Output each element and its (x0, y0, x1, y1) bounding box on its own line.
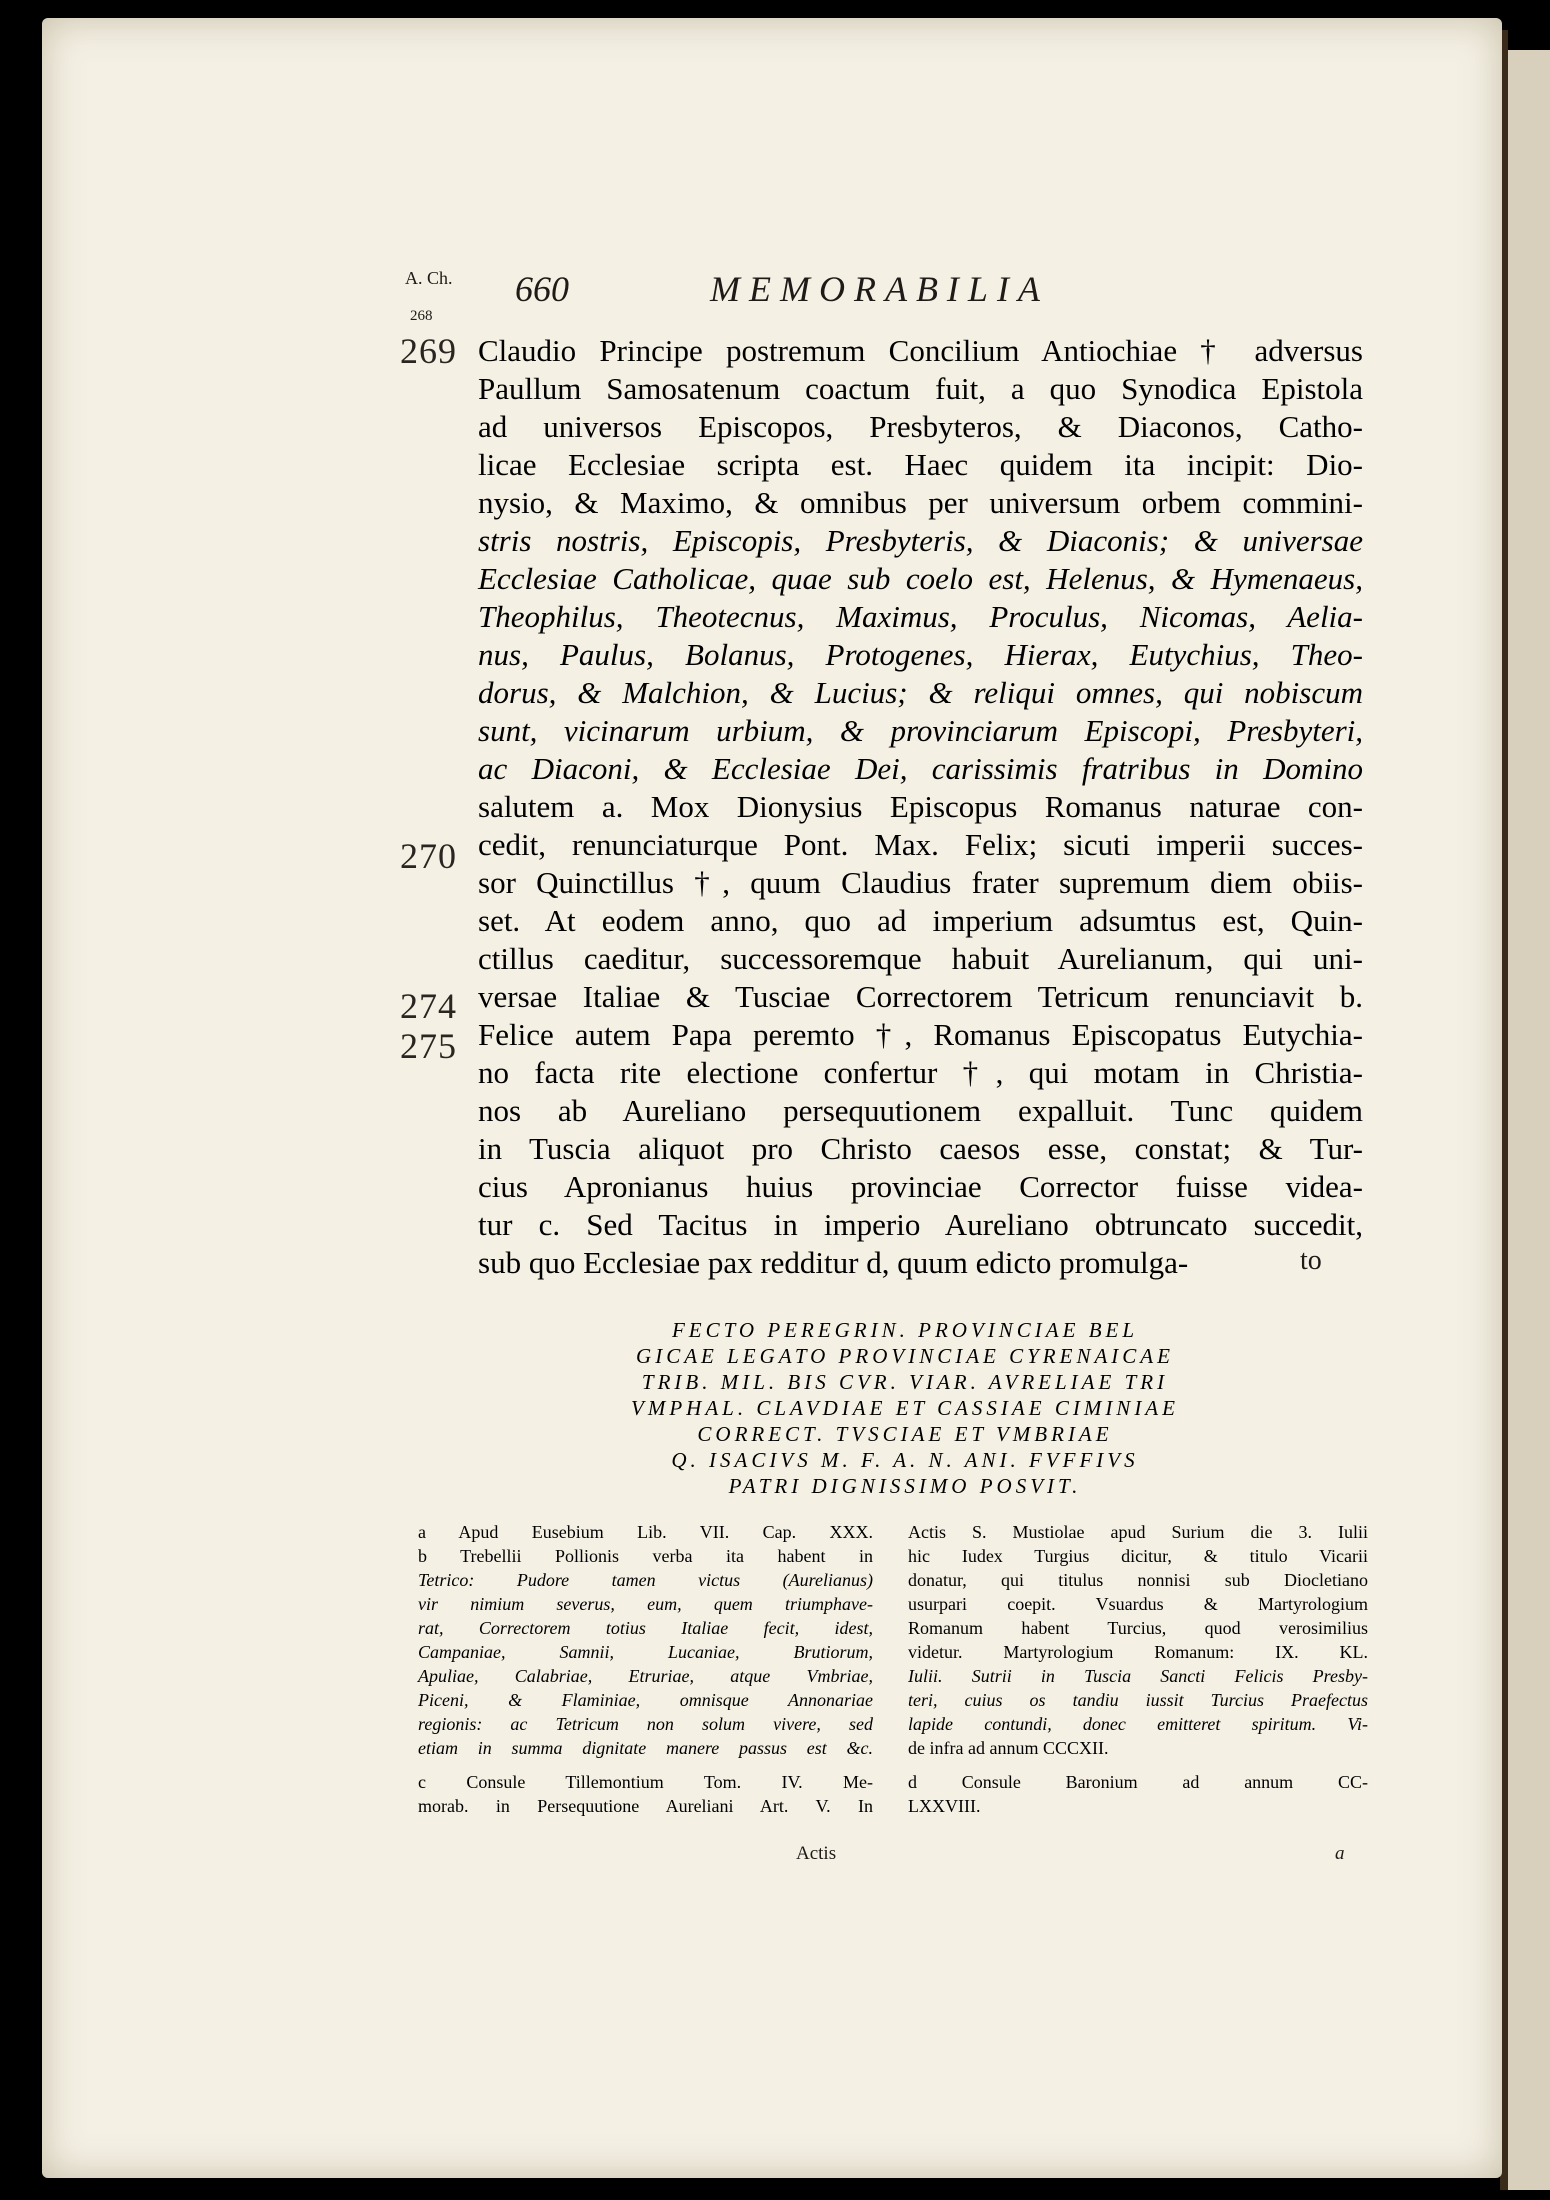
inscription-line: TRIB. MIL. BIS CVR. VIAR. AVRELIAE TRI (641, 1370, 1169, 1394)
facing-page-edge (1508, 50, 1550, 2190)
body-line: no facta rite electione confertur †, qui motam in Christia- (478, 1055, 1363, 1090)
body-line: sunt, vicinarum urbium, & provinciarum Episcopi, Presbyteri, (478, 713, 1363, 748)
footnote-line: regionis: ac Tetricum non solum vivere, sed (418, 1714, 873, 1734)
body-line: ctillus caeditur, successoremque habuit Aurelianum, qui uni- (478, 941, 1363, 976)
footnote-line: Actis S. Mustiolae apud Surium die 3. Iulii (908, 1522, 1368, 1542)
footnote-line: teri, cuius os tandiu iussit Turcius Praefectus (908, 1690, 1368, 1710)
footnote-line: etiam in summa dignitate manere passus est &c. (418, 1738, 873, 1758)
margin-year-270: 270 (400, 836, 457, 876)
footnote-line: c Consule Tillemontium Tom. IV. Me- (418, 1772, 873, 1792)
body-line: in Tuscia aliquot pro Christo caesos esse, constat; & Tur- (478, 1131, 1363, 1166)
body-line: ad universos Episcopos, Presbyteros, & Diaconos, Catho- (478, 409, 1363, 444)
inscription-line: CORRECT. TVSCIAE ET VMBRIAE (697, 1422, 1113, 1446)
margin-year-269: 269 (400, 331, 457, 371)
body-line: Felice autem Papa peremto †, Romanus Episcopatus Eutychia- (478, 1017, 1363, 1052)
footnote-line: Iulii. Sutrii in Tuscia Sancti Felicis Presby- (908, 1666, 1368, 1686)
body-line: Claudio Principe postremum Concilium Antiochiae † adversus (478, 333, 1363, 368)
body-line: cius Apronianus huius provinciae Corrector fuisse videa- (478, 1169, 1363, 1204)
body-line: cedit, renunciaturque Pont. Max. Felix; sicuti imperii succes- (478, 827, 1363, 862)
footnote-line: morab. in Persequutione Aureliani Art. V. In (418, 1796, 873, 1816)
body-line: nus, Paulus, Bolanus, Protogenes, Hierax, Eutychius, Theo- (478, 637, 1363, 672)
footnote-line: usurpari coepit. Vsuardus & Martyrologium (908, 1594, 1368, 1614)
inscription-line: VMPHAL. CLAVDIAE ET CASSIAE CIMINIAE (631, 1396, 1179, 1420)
body-line: sor Quinctillus †, quum Claudius frater supremum diem obiis- (478, 865, 1363, 900)
margin-year-275: 275 (400, 1026, 457, 1066)
body-line: stris nostris, Episcopis, Presbyteris, & Diaconis; & universae (478, 523, 1363, 558)
footnote-line: videtur. Martyrologium Romanum: IX. KL. (908, 1642, 1368, 1662)
footnote-line: Apuliae, Calabriae, Etruriae, atque Vmbriae, (418, 1666, 873, 1686)
body-line: licae Ecclesiae scripta est. Haec quidem ita incipit: Dio- (478, 447, 1363, 482)
footnote-line: Piceni, & Flaminiae, omnisque Annonariae (418, 1690, 873, 1710)
footnote-line: donatur, qui titulus nonnisi sub Diocletiano (908, 1570, 1368, 1590)
body-line: set. At eodem anno, quo ad imperium adsumtus est, Quin- (478, 903, 1363, 938)
inscription-line: Q. ISACIVS M. F. A. N. ANI. FVFFIVS (671, 1448, 1139, 1472)
footnote-line: a Apud Eusebium Lib. VII. Cap. XXX. (418, 1522, 873, 1542)
body-line: Theophilus, Theotecnus, Maximus, Proculus, Nicomas, Aelia- (478, 599, 1363, 634)
body-line: tur c. Sed Tacitus in imperio Aureliano obtruncato succedit, (478, 1207, 1363, 1242)
footnote-line: Tetrico: Pudore tamen victus (Aurelianus) (418, 1570, 873, 1590)
body-line: Ecclesiae Catholicae, quae sub coelo est, Helenus, & Hymenaeus, (478, 561, 1363, 596)
inscription-line: GICAE LEGATO PROVINCIAE CYRENAICAE (636, 1344, 1174, 1368)
body-line: ac Diaconi, & Ecclesiae Dei, carissimis fratribus in Domino (478, 751, 1363, 786)
footnote-line: Romanum habent Turcius, quod verosimilius (908, 1618, 1368, 1638)
footnote-line: de infra ad annum CCCXII. (908, 1738, 1109, 1758)
footnote-line: lapide contundi, donec emitteret spiritum. Vi- (908, 1714, 1368, 1734)
body-catchword: to (1300, 1245, 1322, 1276)
body-line: nysio, & Maximo, & omnibus per universum orbem commini- (478, 485, 1363, 520)
body-line: Paullum Samosatenum coactum fuit, a quo Synodica Epistola (478, 371, 1363, 406)
footnote-line: d Consule Baronium ad annum CC- (908, 1772, 1368, 1792)
footnote-line: hic Iudex Turgius dicitur, & titulo Vicarii (908, 1546, 1368, 1566)
inscription-line: PATRI DIGNISSIMO POSVIT. (728, 1474, 1082, 1498)
footnote-line: Campaniae, Samnii, Lucaniae, Brutiorum, (418, 1642, 873, 1662)
body-line: dorus, & Malchion, & Lucius; & reliqui omnes, qui nobiscum (478, 675, 1363, 710)
page-number: 660 (515, 269, 569, 309)
footnote-line: rat, Correctorem totius Italiae fecit, idest, (418, 1618, 873, 1638)
catchword-right: a (1335, 1843, 1345, 1864)
body-line: versae Italiae & Tusciae Correctorem Tetricum renunciavit b. (478, 979, 1363, 1014)
anno-christi-label: A. Ch. (405, 268, 453, 288)
body-line: nos ab Aureliano persequutionem expalluit. Tunc quidem (478, 1093, 1363, 1128)
footnote-line: vir nimium severus, eum, quem triumphave- (418, 1594, 873, 1614)
body-line: sub quo Ecclesiae pax redditur d, quum edicto promulga- (478, 1245, 1189, 1280)
inscription-line: FECTO PEREGRIN. PROVINCIAE BEL (671, 1318, 1139, 1342)
running-title: MEMORABILIA (710, 269, 1049, 309)
footnote-line: LXXVIII. (908, 1796, 981, 1816)
footnote-line: b Trebellii Pollionis verba ita habent in (418, 1546, 873, 1566)
anno-christi-year: 268 (410, 308, 433, 324)
body-line: salutem a. Mox Dionysius Episcopus Romanus naturae con- (478, 789, 1363, 824)
margin-year-274: 274 (400, 986, 457, 1026)
catchword-left: Actis (796, 1843, 837, 1864)
